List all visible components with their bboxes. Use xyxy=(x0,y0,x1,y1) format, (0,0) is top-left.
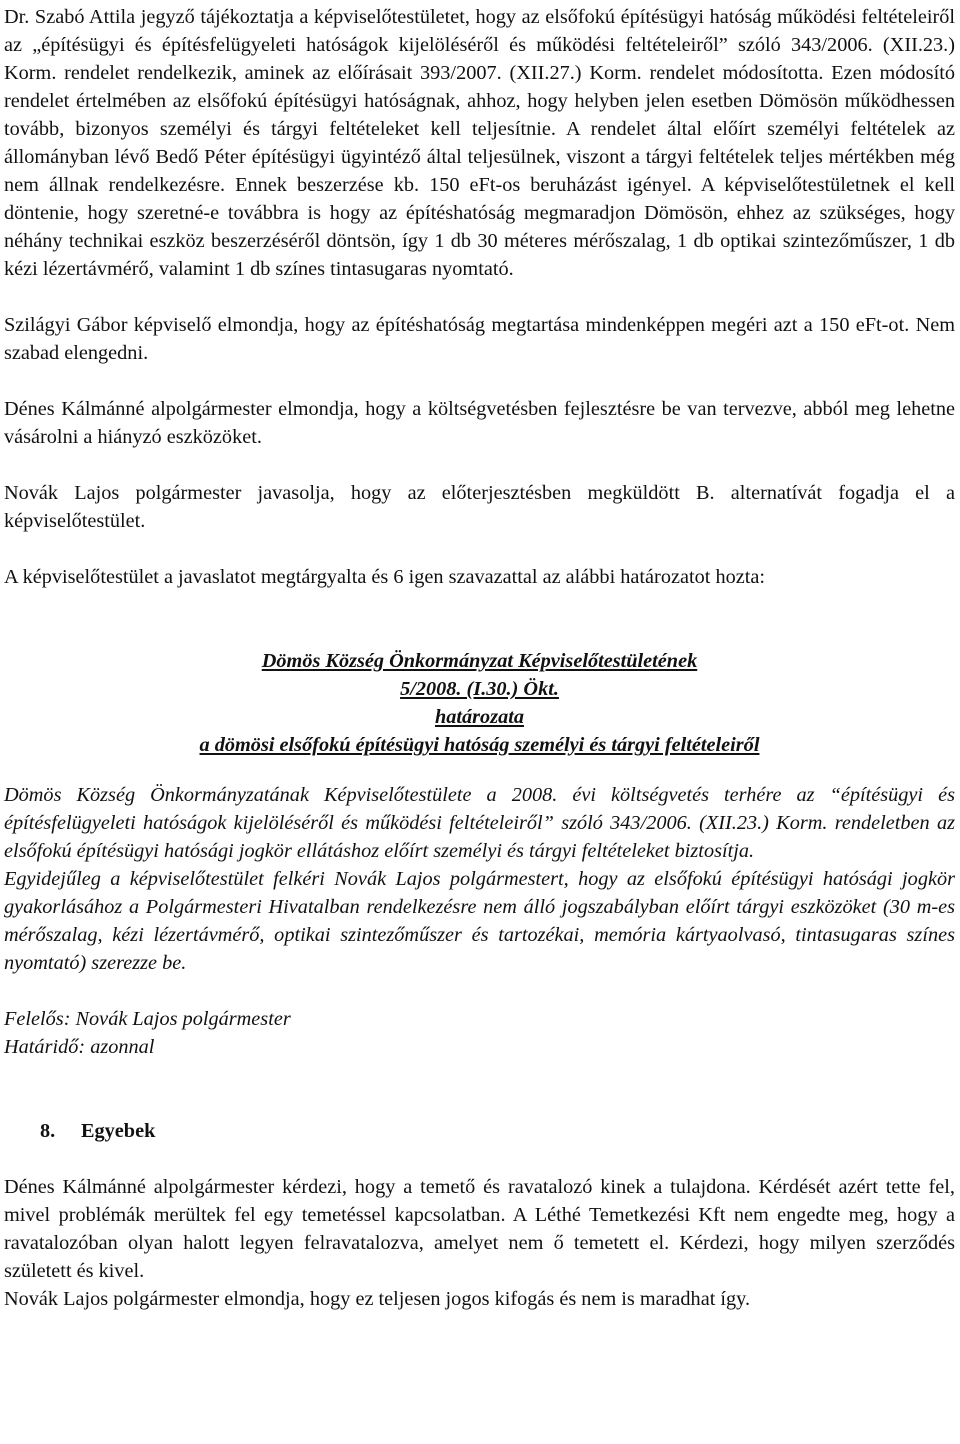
resolution-body-2: Egyidejűleg a képviselőtestület felkéri Novák Lajos polgármestert, hogy az elsőfokú építésügyi hatósági jogkör gyakorlásához a Polgármesteri Hivatalban rendelkezésre nem álló jogszabályban előírt tárgyi eszközöket (30 m-es mérőszalag, kézi lézertávmérő, optikai szintezőműszer és tartozékai, memória kártyaolvasó, tintasugaras színes nyomtató) szerezze be. xyxy=(4,868,955,974)
section-heading xyxy=(4,1117,955,1145)
section-number: 8. xyxy=(40,1120,56,1142)
paragraph-vote: A képviselőtestület a javaslatot megtárgyalta és 6 igen szavazattal az alábbi határozatot hozta: xyxy=(4,566,765,588)
resolution-title-line-1: Dömös Község Önkormányzat Képviselőtestületének xyxy=(261,650,698,672)
paragraph-denes: Dénes Kálmánné alpolgármester elmondja, hogy a költségvetésben fejlesztésre be van tervezve, abból meg lehetne vásárolni a hiányzó eszközöket. xyxy=(4,398,955,448)
resolution-title-line-3: határozata xyxy=(434,706,525,728)
resolution-title xyxy=(4,647,955,759)
resolution-body-1: Dömös Község Önkormányzatának Képviselőtestülete a 2008. évi költségvetés terhére az “építésügyi és építésfelügyeleti hatóságok kijelöléséről és működési feltételeiről” szóló 343/2006. (XII.23.) Korm. rendeletben az elsőfokú építésügyi hatósági jogkör ellátáshoz előírt személyi és tárgyi feltételeket biztosítja. xyxy=(4,784,955,862)
paragraph-notary-briefing: Dr. Szabó Attila jegyző tájékoztatja a képviselőtestületet, hogy az elsőfokú építésügyi hatóság működési feltételeiről az „építésügyi és építésfelügyeleti hatóságok kijelöléséről és működési feltételeiről” szóló 343/2006. (XII.23.) Korm. rendelet rendelkezik, aminek az előírásait 393/2007. (XII.27.) Korm. rendelet módosította. Ezen módosító rendelet értelmében az elsőfokú építésügyi hatóságnak, ahhoz, hogy helyben jelen esetben Dömösön működhessen tovább, bizonyos személyi és tárgyi feltételeket kell teljesítnie. A rendelet által előírt személyi feltételek az állományban lévő Bedő Péter építésügyi ügyintéző által teljesülnek, viszont a tárgyi feltételek teljes mértékben még nem állnak rendelkezésre. Ennek beszerzése kb. 150 eFt-os beruházást igényel. A képviselőtestületnek el kell döntenie, hogy szeretné-e továbbra is hogy az építéshatóság megmaradjon Dömösön, ehhez az szükséges, hogy néhány technikai eszköz beszerzéséről döntsön, így 1 db 30 méteres mérőszalag, 1 db optikai szintezőműszer, 1 db kézi lézertávmérő, valamint 1 db színes tintasugaras nyomtató. xyxy=(4,6,955,280)
document-page xyxy=(4,3,955,1313)
paragraph-novak-proposal: Novák Lajos polgármester javasolja, hogy az előterjesztésben megküldött B. alternatívát fogadja el a képviselőtestület. xyxy=(4,482,955,532)
resolution-title-line-4: a dömösi elsőfokú építésügyi hatóság személyi és tárgyi feltételeiről xyxy=(199,734,760,756)
paragraph-cemetery-question: Dénes Kálmánné alpolgármester kérdezi, hogy a temető és ravatalozó kinek a tulajdona. Kérdését azért tette fel, mivel problémák merültek fel egy temetéssel kapcsolatban. A Léthé Temetkezési Kft nem engedte meg, hogy a ravatalozóban olyan halott legyen felravatalozva, amelyet nem ő temetett el. Kérdezi, hogy milyen szerződés született és kivel. xyxy=(4,1176,955,1282)
resolution-deadline: Határidő: azonnal xyxy=(4,1036,155,1058)
resolution-title-line-2: 5/2008. (I.30.) Ökt. xyxy=(400,678,559,700)
resolution-responsible: Felelős: Novák Lajos polgármester xyxy=(4,1008,291,1030)
paragraph-szilagyi: Szilágyi Gábor képviselő elmondja, hogy az építéshatóság megtartása mindenképpen megéri azt a 150 eFt-ot. Nem szabad elengedni. xyxy=(4,314,955,364)
section-title: Egyebek xyxy=(81,1120,156,1142)
paragraph-novak-reply: Novák Lajos polgármester elmondja, hogy ez teljesen jogos kifogás és nem is maradhat így. xyxy=(4,1288,751,1310)
